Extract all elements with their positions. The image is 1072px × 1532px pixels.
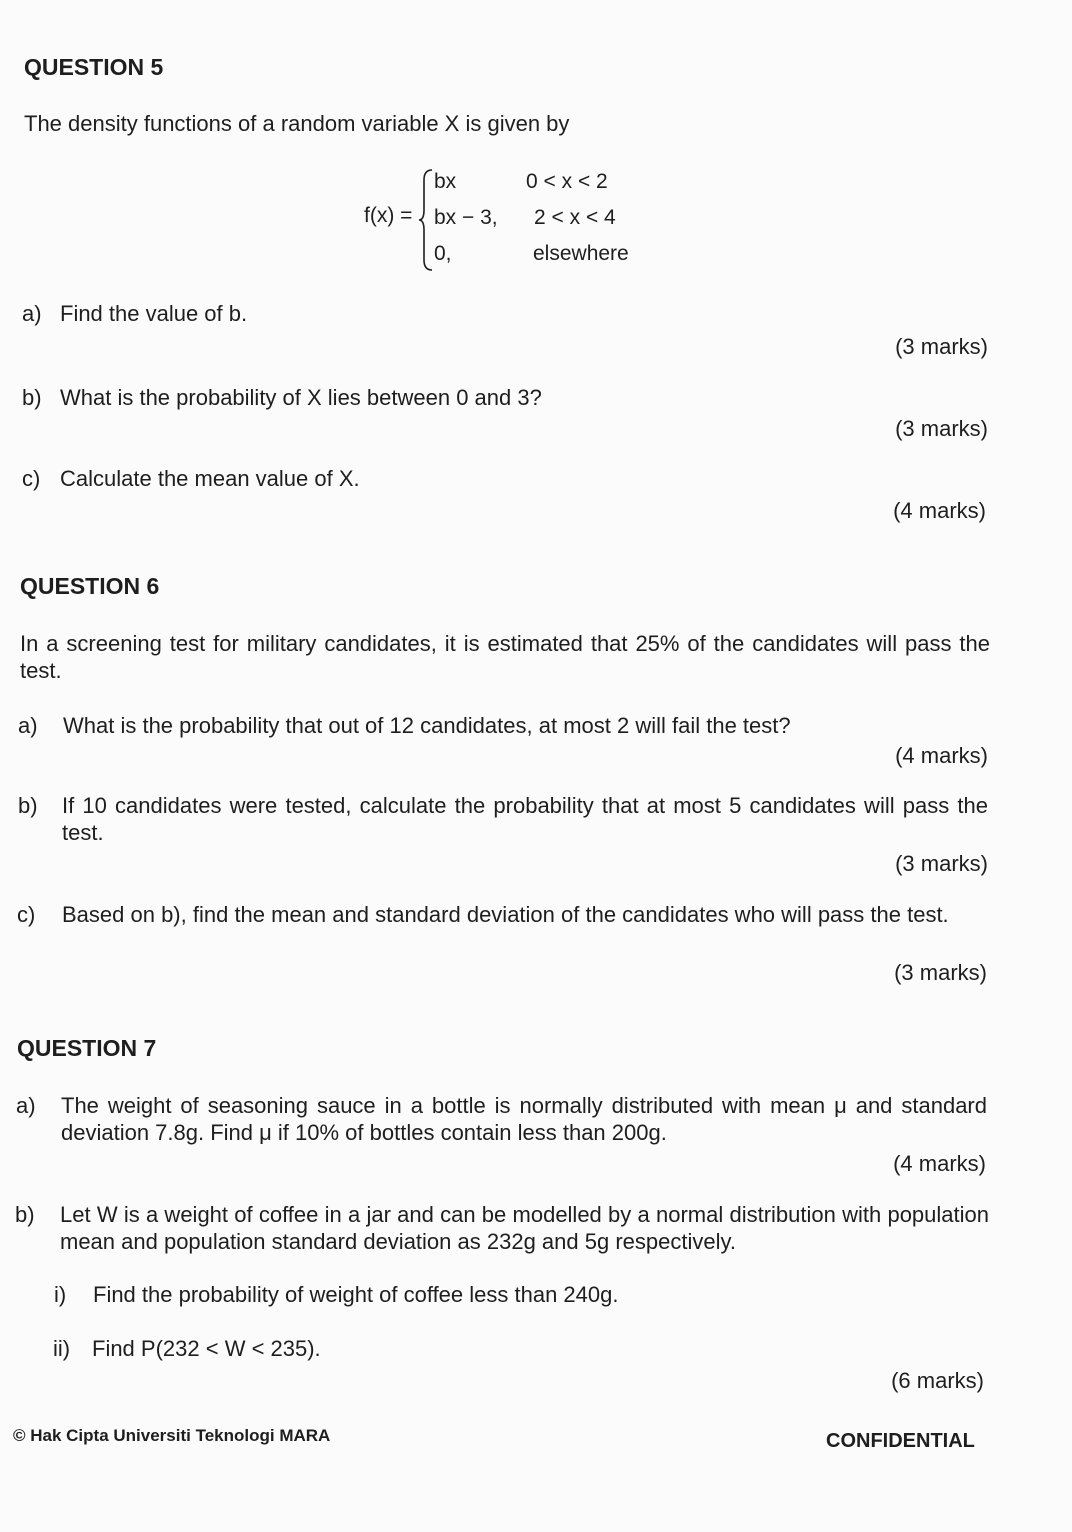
- q6b-label: b): [18, 793, 38, 818]
- q5b-text: What is the probability of X lies between 0 and 3?: [60, 385, 542, 410]
- q6c-marks: (3 marks): [894, 960, 987, 985]
- q6a-label: a): [18, 713, 38, 738]
- q5-intro: The density functions of a random variable X is given by: [24, 111, 570, 136]
- q7b-text: Let W is a weight of coffee in a jar and can be modelled by a normal distribution with population mean and population standard deviation as 232g and 5g respectively.: [60, 1202, 989, 1254]
- confidential-label: CONFIDENTIAL: [826, 1430, 975, 1452]
- q5a-marks: (3 marks): [895, 334, 988, 359]
- case-3-expr: 0,: [434, 242, 452, 265]
- q6-heading: QUESTION 6: [20, 573, 160, 599]
- q5a-label: a): [22, 301, 42, 326]
- q6b-text: If 10 candidates were tested, calculate the probability that at most 5 candidates will pass the test.: [62, 793, 988, 845]
- q6-intro: In a screening test for military candidates, it is estimated that 25% of the candidates will pass the test.: [20, 631, 990, 683]
- q5b-marks: (3 marks): [895, 416, 988, 441]
- q7b-ii-label: ii): [53, 1336, 71, 1361]
- q5c-label: c): [22, 466, 41, 491]
- q6a-text: What is the probability that out of 12 candidates, at most 2 will fail the test?: [63, 713, 791, 738]
- q6c-label: c): [17, 902, 36, 927]
- case-1-expr: bx: [434, 170, 457, 193]
- density-function: [364, 168, 664, 272]
- case-1-cond: 0 < x < 2: [526, 170, 608, 193]
- q6b-marks: (3 marks): [895, 851, 988, 876]
- q7b-ii-text: Find P(232 < W < 235).: [92, 1336, 321, 1361]
- q7b-label: b): [15, 1202, 35, 1227]
- q6c-text: Based on b), find the mean and standard deviation of the candidates who will pass the test.: [62, 902, 949, 927]
- q6a-marks: (4 marks): [895, 743, 988, 768]
- q7b-marks: (6 marks): [891, 1368, 984, 1393]
- q7a-label: a): [16, 1093, 36, 1118]
- q5b-label: b): [22, 385, 42, 410]
- q7a-marks: (4 marks): [893, 1151, 986, 1176]
- copyright-notice: © Hak Cipta Universiti Teknologi MARA: [13, 1426, 331, 1445]
- q5c-marks: (4 marks): [893, 498, 986, 523]
- case-2-cond: 2 < x < 4: [534, 206, 616, 229]
- function-lhs: f(x) =: [364, 204, 413, 227]
- q5-heading: QUESTION 5: [24, 54, 164, 80]
- left-brace-icon: [418, 168, 434, 272]
- q5c-text: Calculate the mean value of X.: [60, 466, 360, 491]
- case-3-cond: elsewhere: [533, 242, 629, 265]
- q5a-text: Find the value of b.: [60, 301, 248, 326]
- q7b-i-text: Find the probability of weight of coffee less than 240g.: [93, 1282, 619, 1307]
- q7a-text: The weight of seasoning sauce in a bottle is normally distributed with mean μ and standard deviation 7.8g. Find μ if 10% of bottles contain less than 200g.: [61, 1093, 987, 1145]
- q7b-i-label: i): [54, 1282, 67, 1307]
- case-2-expr: bx − 3,: [434, 206, 498, 229]
- q7-heading: QUESTION 7: [17, 1035, 157, 1061]
